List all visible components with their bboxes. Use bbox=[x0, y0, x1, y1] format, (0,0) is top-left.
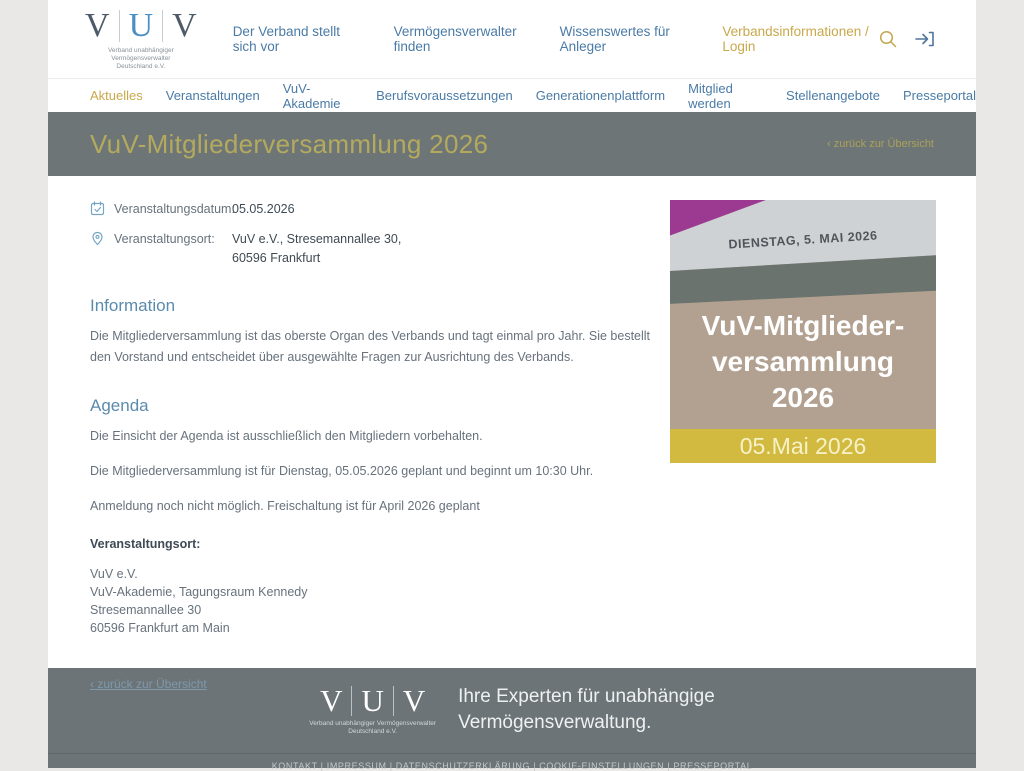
event-venue-label: Veranstaltungsort: bbox=[114, 232, 215, 246]
vuv-logo[interactable] bbox=[85, 8, 197, 71]
footer-logo-letter-u: U bbox=[361, 683, 384, 718]
logo-caption-line2: Deutschland e.V. bbox=[116, 62, 166, 70]
agenda-paragraph-2: Die Mitgliederversammlung ist für Dienstag, 05.05.2026 geplant und beginnt um 10:30 Uhr. bbox=[90, 464, 594, 478]
footer-logo-letter-v2: V bbox=[402, 683, 426, 718]
logo-letter-u: U bbox=[128, 6, 154, 44]
banner-back-link[interactable]: ‹ zurück zur Übersicht bbox=[827, 138, 934, 150]
poster-title-line1: VuV-Mitglieder- bbox=[701, 310, 905, 341]
venue-block-heading: Veranstaltungsort: bbox=[90, 537, 201, 551]
event-venue-line1: VuV e.V., Stresemannallee 30, bbox=[232, 232, 402, 246]
calendar-icon bbox=[90, 200, 105, 221]
footer-logo-caption-line1: Verband unabhängiger Vermögensverwalter bbox=[309, 720, 437, 727]
nav-item-vermoegensverwalter-finden[interactable]: Vermögensverwalter finden bbox=[393, 24, 517, 54]
subnav-item-presseportal[interactable]: Presseportal bbox=[903, 88, 976, 103]
poster-title-line2: versammlung bbox=[711, 346, 895, 377]
page-container bbox=[48, 0, 976, 771]
venue-line-3: Stresemannallee 30 bbox=[90, 603, 202, 617]
logo-divider bbox=[119, 10, 120, 42]
footer-logo-caption-line2: Deutschland e.V. bbox=[348, 728, 398, 735]
poster-date-text: 05.Mai 2026 bbox=[739, 432, 867, 459]
event-detail-column bbox=[90, 200, 655, 693]
footer-tagline-line2: Vermögensverwaltung. bbox=[458, 712, 652, 733]
subnav-item-veranstaltungen[interactable]: Veranstaltungen bbox=[165, 88, 260, 103]
main-nav bbox=[233, 24, 878, 54]
logo-letter-v2: V bbox=[172, 6, 197, 44]
section-nav bbox=[48, 78, 976, 112]
nav-item-verband[interactable]: Der Verband stellt sich vor bbox=[232, 24, 340, 54]
footer-logo-caption bbox=[309, 720, 436, 736]
footer-logo-letter-v1: V bbox=[320, 683, 343, 718]
information-paragraph: Die Mitgliederversammlung ist das oberste Organ des Verbands und tagt einmal pro Jahr. Sie bestellt den Vorstand und entscheidet über ausgewählte Fragen zur Ausrichtung des Verbands. bbox=[90, 329, 651, 364]
sign-in-icon[interactable] bbox=[914, 29, 936, 49]
logo-caption-line1: Verband unabhängiger Vermögensverwalter bbox=[107, 46, 174, 62]
poster-date-banner bbox=[670, 429, 936, 463]
event-date-row bbox=[90, 200, 655, 221]
poster-title-line3: 2026 bbox=[771, 382, 835, 413]
event-venue-line2: 60596 Frankfurt bbox=[232, 251, 321, 265]
nav-item-wissenswertes[interactable]: Wissenswertes für Anleger bbox=[559, 24, 670, 54]
subnav-item-aktuelles[interactable]: Aktuelles bbox=[90, 88, 143, 103]
search-icon[interactable] bbox=[878, 29, 898, 49]
poster-ribbon-text: DIENSTAG, 5. MAI 2026 bbox=[728, 228, 878, 252]
event-poster-image bbox=[670, 200, 936, 463]
subnav-item-mitglied-werden[interactable]: Mitglied werden bbox=[688, 80, 733, 111]
footer-tagline-line1: Ihre Experten für unabhängige bbox=[458, 686, 715, 707]
vuv-logo-letters bbox=[85, 8, 197, 44]
venue-line-4: 60596 Frankfurt am Main bbox=[90, 621, 230, 635]
agenda-paragraph-1: Die Einsicht der Agenda ist ausschließlich den Mitgliedern vorbehalten. bbox=[90, 429, 483, 443]
footer-links-row[interactable]: KONTAKT | IMPRESSUM | DATENSCHUTZERKLÄRUNG | COOKIE-EINSTELLUNGEN | PRESSEPORTAL bbox=[48, 753, 976, 771]
logo-letter-v1: V bbox=[85, 6, 110, 44]
main-content bbox=[48, 176, 976, 691]
logo-caption bbox=[85, 47, 197, 71]
subnav-item-stellenangebote[interactable]: Stellenangebote bbox=[786, 88, 881, 103]
event-date-value: 05.05.2026 bbox=[232, 202, 295, 216]
agenda-heading: Agenda bbox=[90, 396, 149, 415]
information-heading: Information bbox=[90, 296, 176, 315]
page-title-banner bbox=[48, 112, 976, 176]
venue-line-1: VuV e.V. bbox=[90, 567, 138, 581]
subnav-item-vuv-akademie[interactable]: VuV-Akademie bbox=[282, 80, 341, 111]
event-venue-value bbox=[232, 230, 401, 268]
page-title: VuV-Mitgliederversammlung 2026 bbox=[90, 128, 489, 159]
event-venue-row bbox=[90, 230, 655, 268]
logo-divider bbox=[162, 10, 163, 42]
back-to-overview-link[interactable]: ‹ zurück zur Übersicht bbox=[90, 677, 207, 691]
agenda-paragraph-3: Anmeldung noch nicht möglich. Freischaltung ist für April 2026 geplant bbox=[90, 499, 480, 513]
poster-title bbox=[670, 308, 936, 416]
venue-line-2: VuV-Akademie, Tagungsraum Kennedy bbox=[90, 585, 308, 599]
site-header bbox=[48, 0, 976, 78]
header-icons bbox=[878, 29, 936, 49]
subnav-item-generationenplattform[interactable]: Generationenplattform bbox=[535, 88, 666, 103]
subnav-item-berufsvoraussetzungen[interactable]: Berufsvoraussetzungen bbox=[376, 88, 513, 103]
event-date-label: Veranstaltungsdatum: bbox=[114, 202, 235, 216]
nav-item-verbandsinformationen-login[interactable]: Verbandsinformationen / Login bbox=[722, 24, 869, 54]
location-pin-icon bbox=[90, 230, 105, 268]
